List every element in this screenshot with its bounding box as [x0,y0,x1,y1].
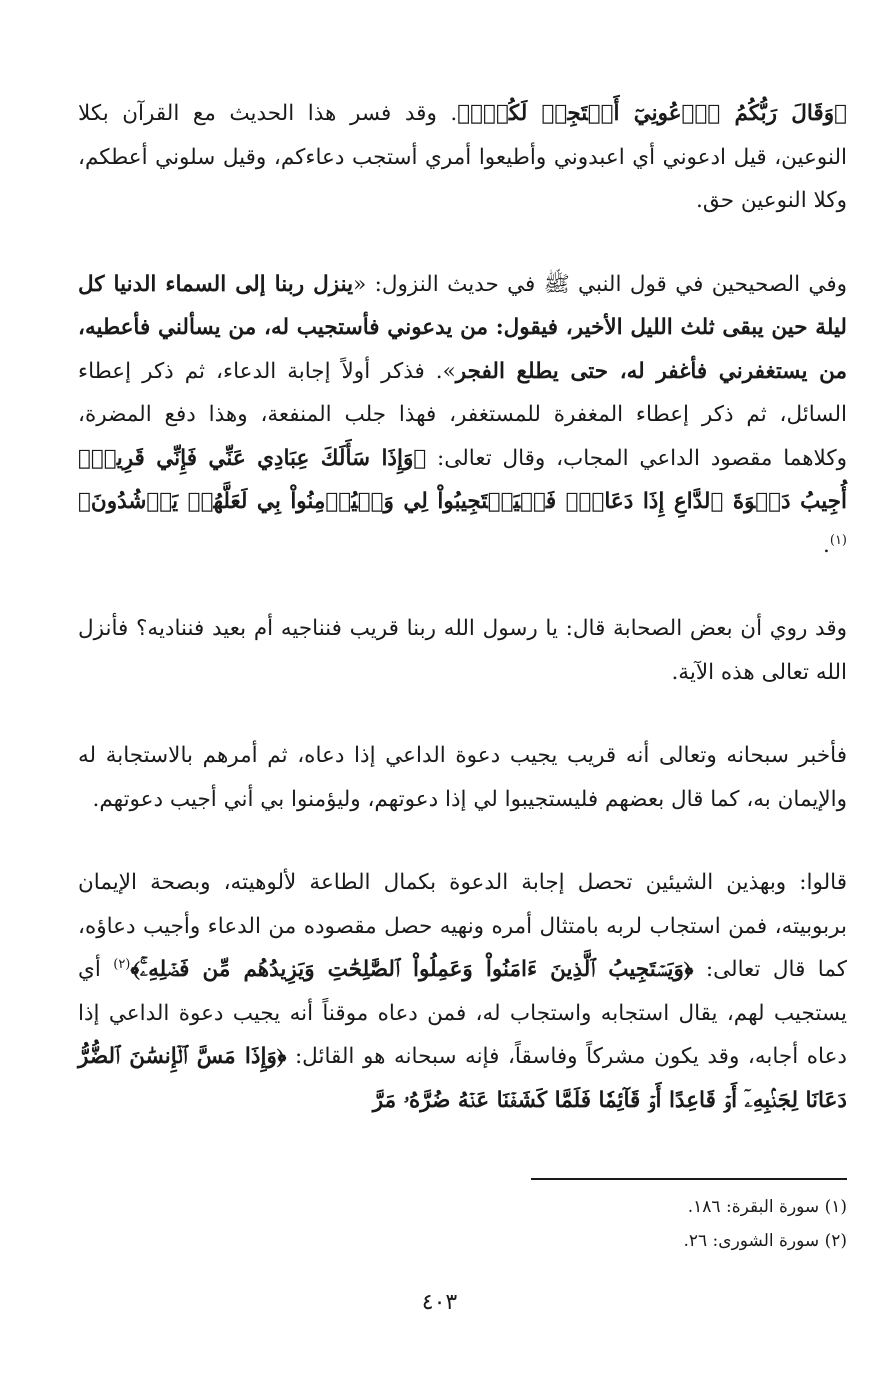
footnote-divider [531,1178,847,1180]
footnote-2: (٢) سورة الشورى: ٢٦. [683,1231,847,1251]
hadith-text: ينزل ربنا إلى السماء الدنيا كل ليلة حين يبقى ثلث الليل الأخير، فيقول: من يدعوني فأستجيب له، من يسألني فأعطيه، من يستغفرني فأغفر له، حتى يطلع الفجر [78,271,847,384]
paragraph-3 [78,607,847,694]
text-segment: فأخبر سبحانه وتعالى أنه قريب يجيب دعوة الداعي إذا دعاه، ثم أمرهم بالاستجابة له والإيمان به، كما قال بعضهم فليستجيبوا لي إذا دعوتهم، وليؤمنوا بي أني أجيب دعوتهم. [78,743,847,812]
paragraph-2 [78,263,847,568]
text-segment: وفي الصحيحين في قول النبي ﷺ في حديث النزول: « [353,271,847,297]
footnote-ref: (٢) [113,956,131,972]
quran-verse: ﴿وَإِذَا سَأَلَكَ عِبَادِي عَنِّي فَإِنِّي قَرِيبٌۖ أُجِيبُ دَعۡوَةَ ٱلدَّاعِ إِذَا دَعَانِۖ فَلۡيَسۡتَجِيبُواْ لِي وَلۡيُؤۡمِنُواْ بِي لَعَلَّهُمۡ يَرۡشُدُونَ﴾ [78,445,847,514]
quran-verse: ﴿وَقَالَ رَبُّكُمُ ٱدۡعُونِيٓ أَسۡتَجِبۡ لَكُمۡۚ﴾ [457,101,847,126]
text-segment: ». فذكر أولاً إجابة الدعاء، ثم ذكر إعطاء السائل، ثم ذكر إعطاء المغفرة للمستغفر، فهذا جلب المنفعة، وهذا دفع المضرة، وكلاهما مقصود الداعي المجاب، وقال تعالى: [78,358,847,471]
paragraph-5 [78,861,847,1122]
paragraph-1 [78,92,847,223]
text-segment: . وقد فسر هذا الحديث مع القرآن بكلا النوعين، قيل ادعوني أي اعبدوني وأطيعوا أمري أستجب دعاءكم، وقيل سلوني أعطكم، وكلا النوعين حق. [78,101,847,213]
footnote-1: (١) سورة البقرة: ١٨٦. [687,1197,847,1217]
text-segment: وقد روي أن بعض الصحابة قال: يا رسول الله ربنا قريب فنناجيه أم بعيد فنناديه؟ فأنزل الله تعالى هذه الآية. [78,616,847,685]
text-segment: قالوا: وبهذين الشيئين تحصل إجابة الدعوة بكمال الطاعة لألوهيته، وبصحة الإيمان بربوبيته، فمن استجاب لربه بامتثال أمره ونهيه حصل مقصوده من الدعاء وأجيب دعاؤه، كما قال تعالى: [78,870,847,982]
text-segment: أي يستجيب لهم، يقال استجابه واستجاب له، فمن دعاه موقناً أنه يجيب دعوة الداعي إذا دعاه أجابه، وقد يكون مشركاً وفاسقاً، فإنه سبحانه هو القائل: [78,957,847,1069]
quran-verse: ﴿وَيَسۡتَجِيبُ ٱلَّذِينَ ءَامَنُواْ وَعَمِلُواْ ٱلصَّٰلِحَٰتِ وَيَزِيدُهُم مِّن فَضۡلِهِۦۚ﴾ [130,957,694,982]
quran-verse: ﴿وَإِذَا مَسَّ ٱلۡإِنسَٰنَ ٱلضُّرُّ دَعَانَا لِجَنۢبِهِۦٓ أَوۡ قَاعِدًا أَوۡ قَآئِمٗا فَلَمَّا كَشَفۡنَا عَنۡهُ ضُرَّهُۥ مَرَّ [78,1044,847,1113]
body-text [78,92,847,1122]
text-segment: . [823,532,830,558]
page-number: ٤٠٣ [421,1290,458,1315]
footnote-ref: (١) [829,532,847,548]
paragraph-4 [78,734,847,821]
footnotes [78,1178,847,1258]
